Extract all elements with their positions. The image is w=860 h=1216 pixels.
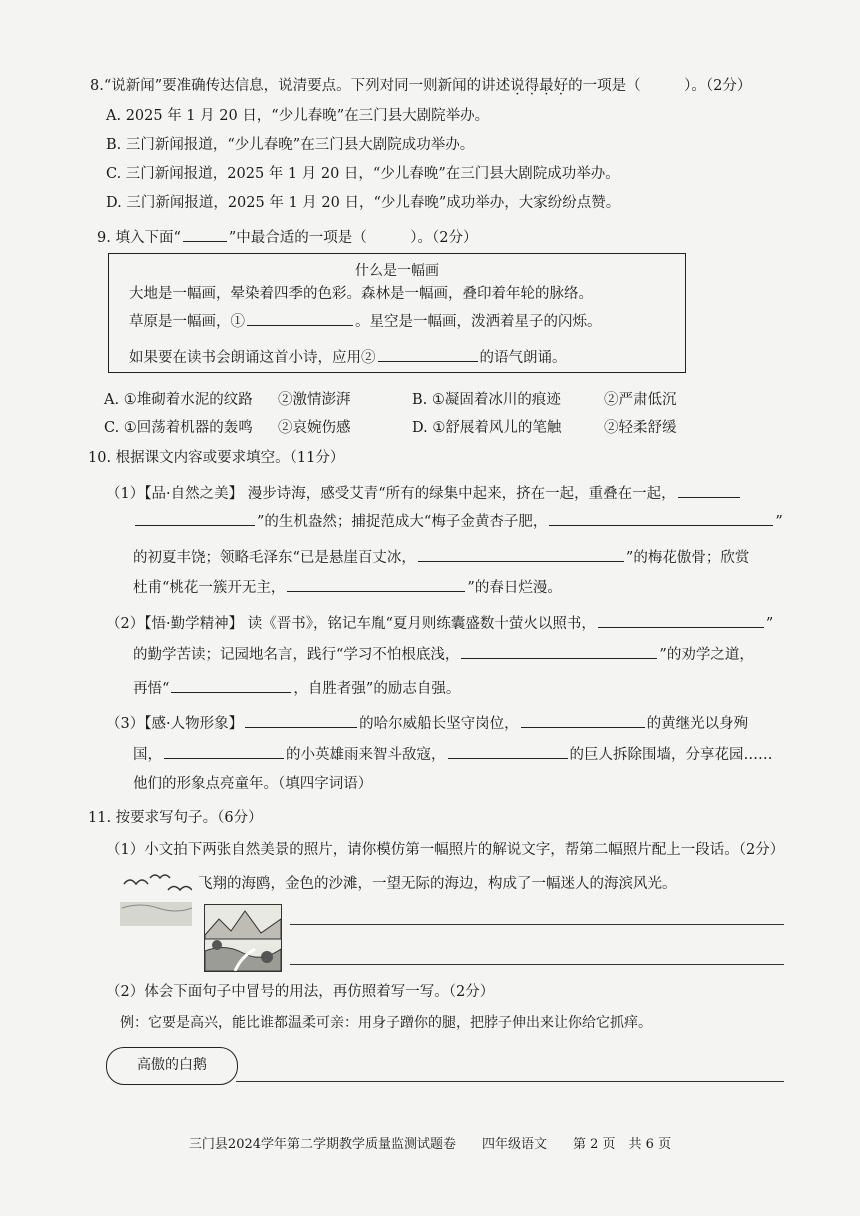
emphasis-char: 得 bbox=[524, 78, 540, 94]
q10-p2-line3 bbox=[133, 677, 460, 699]
q10-p3-text: 的黄继光以身殉 bbox=[646, 716, 749, 732]
answer-blank[interactable] bbox=[549, 510, 773, 526]
q8-option-c: C. 三门新闻报道，2025 年 1 月 20 日，“少儿春晚”在三门县大剧院成功举办。 bbox=[106, 166, 620, 182]
q8-option-b: B. 三门新闻报道，“少儿春晚”在三门县大剧院成功举办。 bbox=[106, 137, 475, 153]
q10-p3-line1 bbox=[106, 712, 748, 734]
writing-line[interactable] bbox=[290, 964, 784, 965]
q8-option-a: A. 2025 年 1 月 20 日，“少儿春晚”在三门县大剧院举办。 bbox=[106, 108, 490, 124]
q10-p1-text: ” bbox=[775, 514, 783, 530]
q10-p2-text: ”的劝学之道， bbox=[659, 647, 754, 663]
answer-blank[interactable] bbox=[135, 510, 255, 526]
q10-p1-line4 bbox=[133, 576, 562, 598]
q11-p2-instruction: （2）体会下面句子中冒号的用法，再仿照着写一写。（2分） bbox=[106, 984, 495, 1000]
poem-line-2-part2: 。星空是一幅画，泼洒着星子的闪烁。 bbox=[355, 314, 602, 330]
q10-p1-text: 杜甫“桃花一簇开无主， bbox=[133, 580, 286, 596]
answer-blank[interactable] bbox=[171, 677, 291, 693]
q10-p2-line1 bbox=[106, 612, 773, 634]
seagull-photo bbox=[120, 868, 192, 926]
q10-p3-text: 国， bbox=[133, 747, 162, 763]
q10-p2-line2 bbox=[133, 643, 754, 665]
q10-p1-text: 的初夏丰饶；领略毛泽东“已是悬崖百丈冰， bbox=[133, 550, 416, 566]
q9-option-c-text: C. ①回荡着机器的轰鸣 bbox=[104, 420, 253, 436]
emphasis-char: 好 bbox=[553, 78, 569, 94]
q9-stem-part2: ”中最合适的一项是（ ）。（2分） bbox=[228, 230, 478, 246]
q9-option-d-text: D. ①舒展着风儿的笔触 bbox=[412, 420, 562, 436]
q10-p2-text: ，自胜者强”的励志自强。 bbox=[293, 681, 461, 697]
q10-p1-line1 bbox=[106, 482, 742, 504]
poem-line-3-part2: 的语气朗诵。 bbox=[479, 350, 567, 366]
q9-option-b-tone: ②严肃低沉 bbox=[604, 392, 677, 408]
q8-stem bbox=[90, 76, 751, 96]
q10-p3-line2 bbox=[133, 743, 773, 765]
poem-line-3 bbox=[129, 346, 567, 368]
q10-p2-text: ” bbox=[765, 616, 774, 632]
page-footer: 三门县2024学年第二学期教学质量监测试题卷 四年级语文 第 2 页 共 6 页 bbox=[188, 1137, 672, 1152]
answer-blank[interactable] bbox=[678, 482, 740, 498]
q9-option-a-text: A. ①堆砌着水泥的纹路 bbox=[104, 392, 253, 408]
q11-p1-instruction: （1）小文拍下两张自然美景的照片，请你模仿第一幅照片的解说文字，帮第二幅照片配上一段话。（2分） bbox=[106, 842, 785, 858]
q10-p1-text: ”的生机盎然；捕捉范成大“梅子金黄杏子肥， bbox=[257, 514, 548, 530]
q9-option-b-text: B. ①凝固着冰川的痕迹 bbox=[412, 392, 561, 408]
prompt-cloud: 高傲的白鹅 bbox=[106, 1047, 238, 1085]
answer-blank[interactable] bbox=[183, 226, 227, 242]
q9-option-a-tone: ②激情澎湃 bbox=[278, 392, 351, 408]
q10-p1-line3 bbox=[133, 546, 749, 568]
answer-blank[interactable] bbox=[461, 643, 657, 659]
poem-line-2-part1: 草原是一幅画，① bbox=[129, 314, 245, 330]
poem-box bbox=[108, 253, 686, 373]
landscape-photo bbox=[204, 904, 282, 972]
answer-blank[interactable] bbox=[521, 712, 645, 728]
q9-option-d-tone: ②轻柔舒缓 bbox=[604, 420, 677, 436]
q8-option-d: D. 三门新闻报道，2025 年 1 月 20 日，“少儿春晚”成功举办，大家纷纷点赞。 bbox=[106, 195, 621, 211]
q11-p1-example: 飞翔的海鸥，金色的沙滩，一望无际的海边，构成了一幅迷人的海滨风光。 bbox=[198, 876, 677, 892]
answer-blank[interactable] bbox=[245, 712, 357, 728]
q10-p3-text: 的巨人拆除围墙，分享花园…… bbox=[569, 747, 773, 763]
q9-option-c-tone: ②哀婉伤感 bbox=[278, 420, 351, 436]
q8-stem-part2: 的一项是（ ）。（2分） bbox=[568, 78, 752, 94]
q10-p2-text: （2）【悟·勤学精神】 读《晋书》，铭记车胤“夏月则练囊盛数十萤火以照书， bbox=[106, 616, 596, 632]
q10-p3-text: （3）【感·人物形象】 bbox=[106, 716, 244, 732]
answer-blank[interactable] bbox=[598, 612, 764, 628]
q10-p2-text: 再悟“ bbox=[133, 681, 170, 697]
poem-line-3-part1: 如果要在读书会朗诵这首小诗，应用② bbox=[129, 350, 376, 366]
writing-line[interactable] bbox=[290, 924, 784, 925]
answer-blank[interactable] bbox=[287, 576, 465, 592]
q8-stem-part1: 8.“说新闻”要准确传达信息，说清要点。下列对同一则新闻的讲述 bbox=[90, 78, 511, 94]
poem-line-2 bbox=[129, 310, 602, 332]
emphasis-char: 说 bbox=[510, 78, 525, 94]
q11-p2-example: 例：它要是高兴，能比谁都温柔可亲：用身子蹭你的腿，把脖子伸出来让你给它抓痒。 bbox=[120, 1015, 652, 1031]
writing-line[interactable] bbox=[236, 1081, 784, 1082]
q9-stem-part1: 9. 填入下面“ bbox=[97, 230, 181, 246]
answer-blank[interactable] bbox=[378, 346, 478, 362]
q10-p3-text: 的哈尔威船长坚守岗位， bbox=[359, 716, 519, 732]
q10-p1-text: ”的春日烂漫。 bbox=[467, 580, 562, 596]
q10-p1-text: ”的梅花傲骨；欣赏 bbox=[625, 550, 750, 566]
q10-p1-line2 bbox=[133, 510, 783, 532]
answer-blank[interactable] bbox=[448, 743, 568, 759]
answer-blank[interactable] bbox=[164, 743, 284, 759]
emphasis-char: 最 bbox=[539, 78, 554, 94]
q10-p3-text: 的小英雄雨来智斗敌寇， bbox=[286, 747, 446, 763]
q10-stem: 10. 根据课文内容或要求填空。（11分） bbox=[88, 450, 345, 466]
answer-blank[interactable] bbox=[247, 310, 353, 326]
q10-p3-line3: 他们的形象点亮童年。（填四字词语） bbox=[133, 776, 373, 792]
q11-stem: 11. 按要求写句子。（6分） bbox=[88, 810, 263, 826]
q10-p2-text: 的勤学苦读；记园地名言，践行“学习不怕根底浅， bbox=[133, 647, 460, 663]
poem-title: 什么是一幅画 bbox=[355, 263, 439, 279]
answer-blank[interactable] bbox=[418, 546, 624, 562]
q10-p1-text: （1）【品·自然之美】 漫步诗海，感受艾青“所有的绿集中起来，挤在一起，重叠在一起， bbox=[106, 486, 676, 502]
q9-stem bbox=[97, 226, 478, 248]
poem-line-1: 大地是一幅画，晕染着四季的色彩。森林是一幅画，叠印着年轮的脉络。 bbox=[129, 286, 593, 302]
